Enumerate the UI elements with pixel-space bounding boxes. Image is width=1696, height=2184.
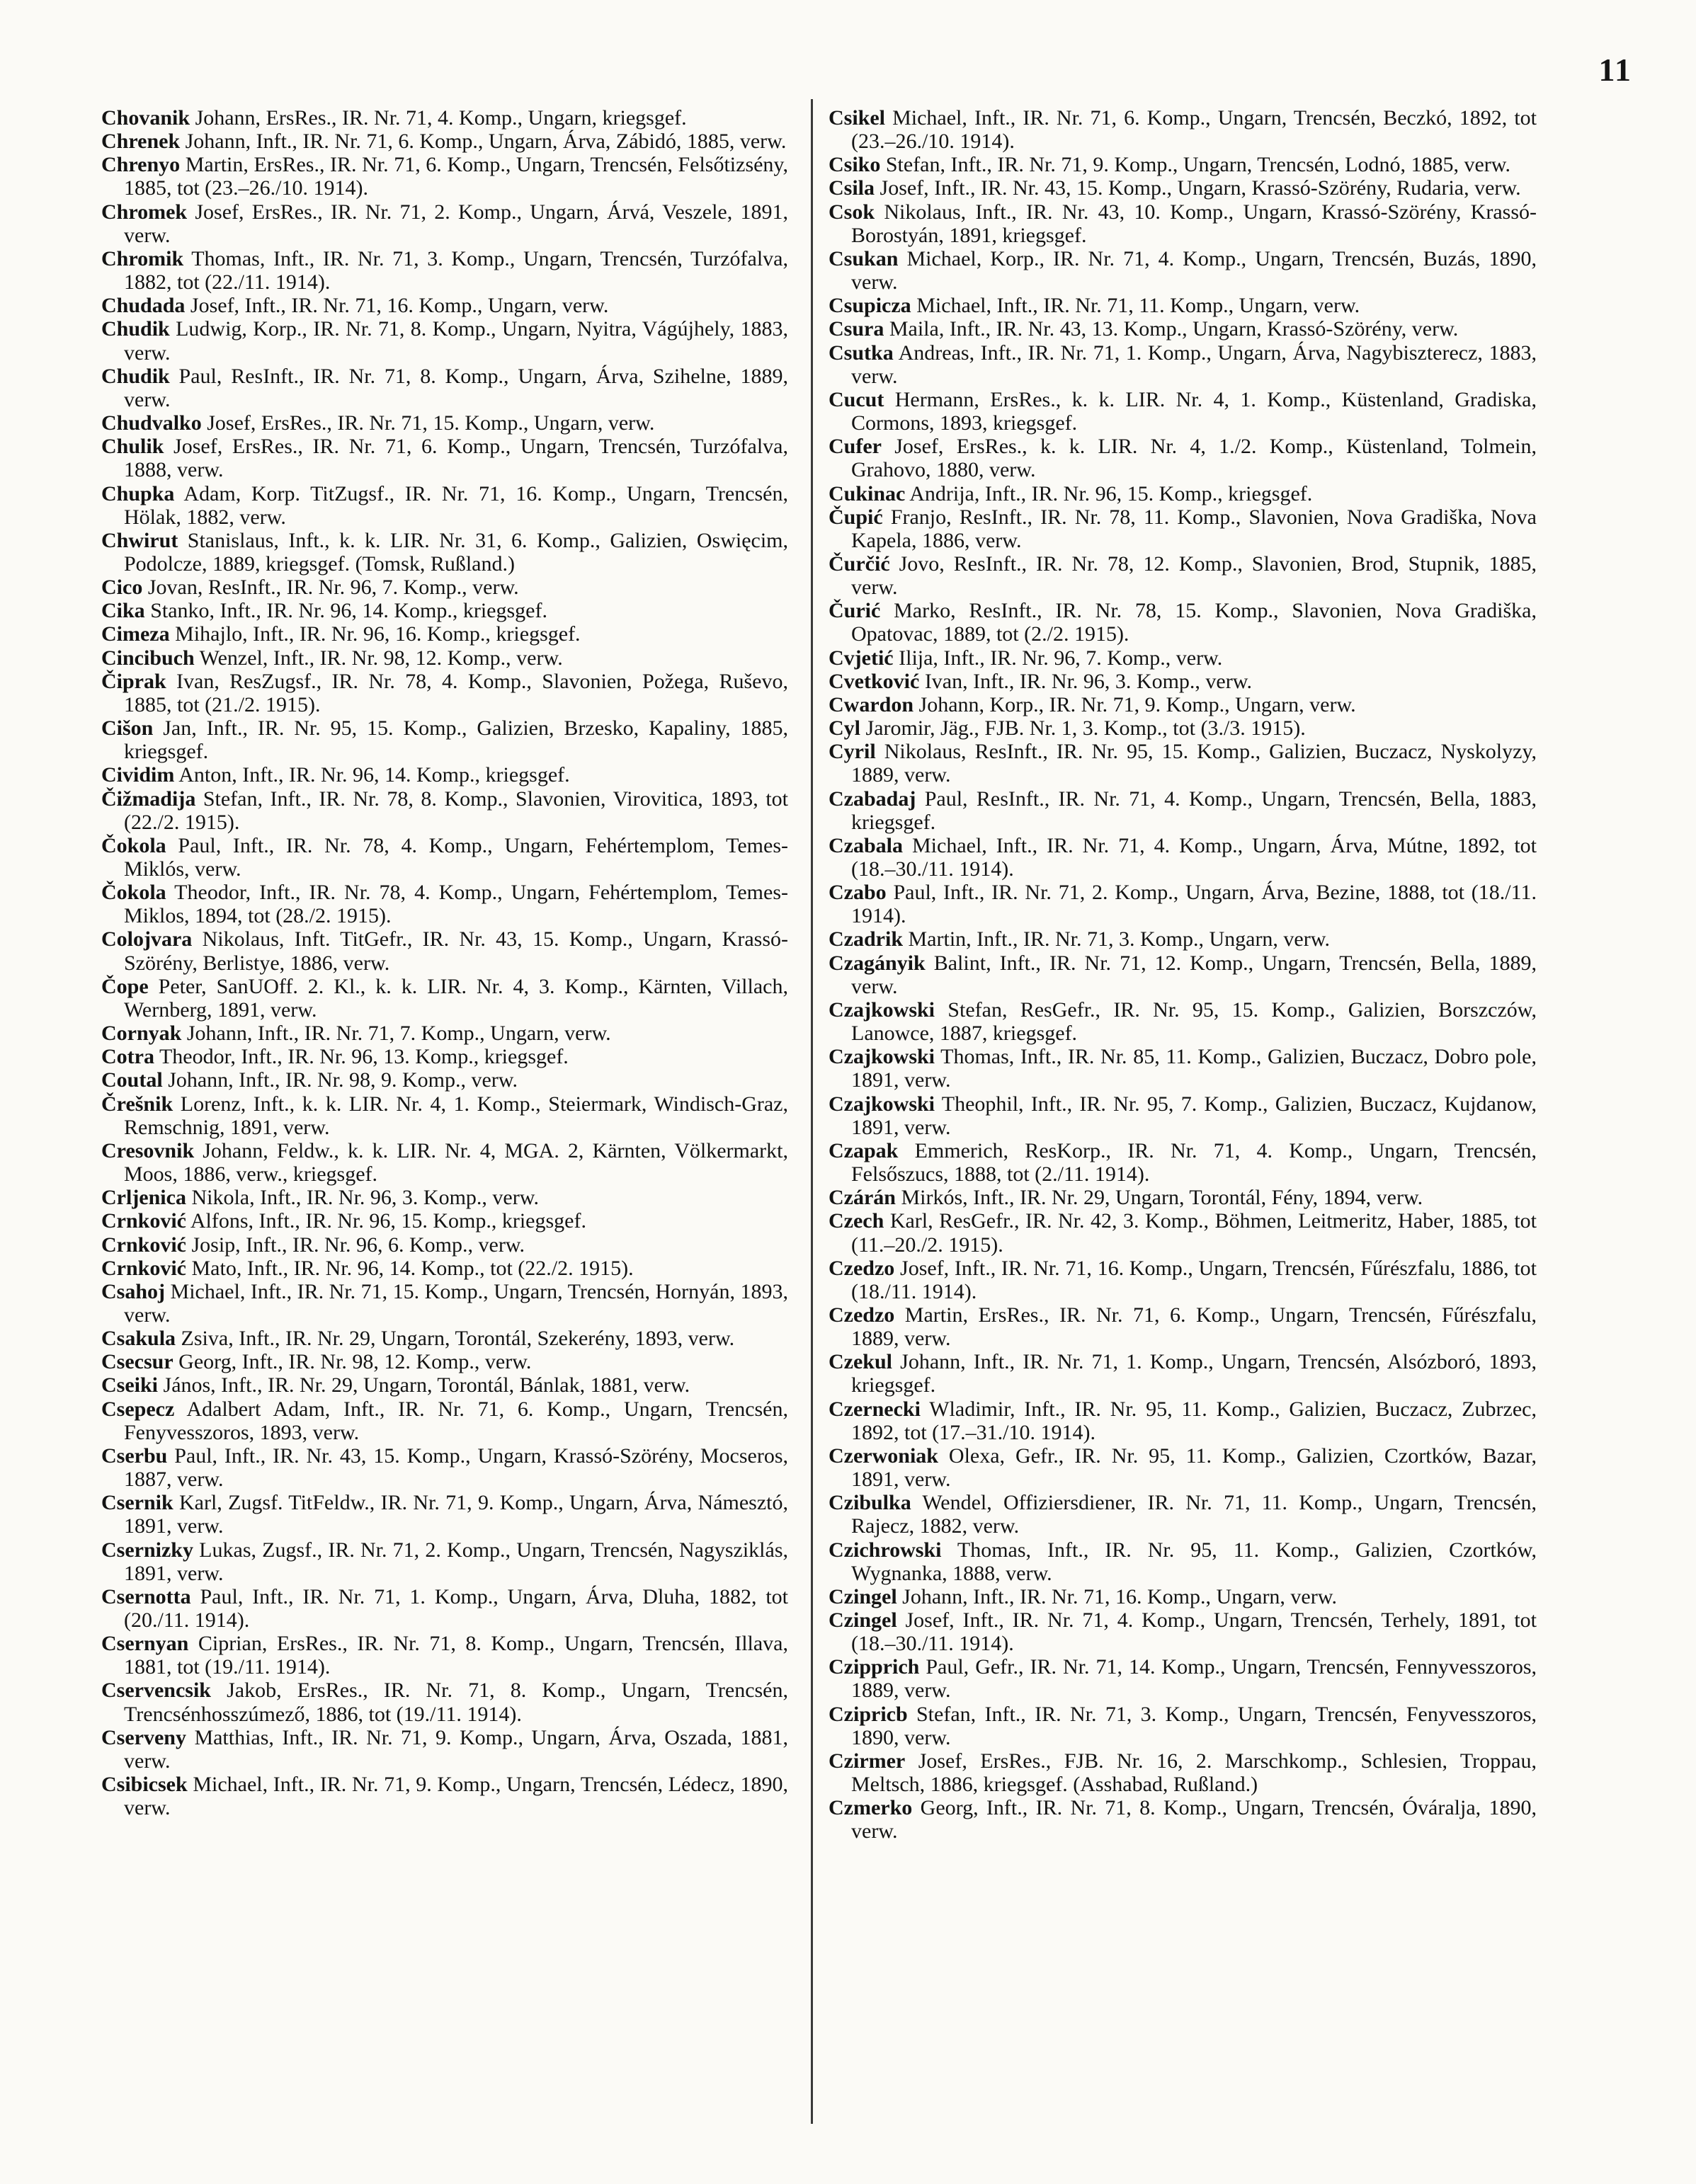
list-entry (101, 153, 788, 200)
list-entry (829, 341, 1537, 388)
entry-surname: Coutal (101, 1068, 163, 1092)
entry-details: Hermann, ErsRes., k. k. LIR. Nr. 4, 1. Komp., Küstenland, Gradiska, Cormons, 1893, kriegsgef. (851, 387, 1537, 435)
entry-surname: Csahoj (101, 1279, 166, 1303)
entry-details: Nikolaus, Inft., IR. Nr. 43, 10. Komp., Ungarn, Krassó-Szörény, Krassó-Borostyán, 1891, kriegsgef. (851, 200, 1537, 247)
entry-surname: Crljenica (101, 1186, 186, 1210)
entry-surname: Czerwoniak (829, 1443, 938, 1468)
entry-surname: Cika (101, 599, 145, 623)
entry-details: Ciprian, ErsRes., IR. Nr. 71, 8. Komp., Ungarn, Trencsén, Illava, 1881, tot (19./11. 1914). (124, 1632, 788, 1679)
entry-surname: Chudik (101, 317, 170, 341)
entry-surname: Csok (829, 200, 875, 224)
entry-surname: Csutka (829, 341, 894, 365)
entry-details: Paul, Inft., IR. Nr. 71, 1. Komp., Ungarn, Árva, Dluha, 1882, tot (20./11. 1914). (124, 1584, 788, 1632)
list-entry (829, 1444, 1537, 1491)
entry-surname: Cyl (829, 716, 860, 741)
list-entry (829, 1538, 1537, 1585)
entry-details: Theodor, Inft., IR. Nr. 78, 4. Komp., Ungarn, Fehértemplom, Temes-Miklos, 1894, tot (28./2. 1915). (124, 881, 788, 928)
entry-surname: Čupić (829, 505, 883, 529)
list-entry (101, 1139, 788, 1186)
entry-surname: Cufer (829, 435, 882, 459)
entry-details: Stefan, Inft., IR. Nr. 71, 9. Komp., Ungarn, Trencsén, Lodnó, 1885, verw. (880, 153, 1510, 177)
list-entry (101, 1045, 788, 1068)
entry-details: Ludwig, Korp., IR. Nr. 71, 8. Komp., Ungarn, Nyitra, Vágújhely, 1883, verw. (124, 317, 788, 365)
entry-details: Olexa, Gefr., IR. Nr. 95, 11. Komp., Galizien, Czortków, Bazar, 1891, verw. (851, 1443, 1537, 1492)
list-entry (101, 1679, 788, 1725)
entry-surname: Čiprak (101, 669, 166, 693)
entry-surname: Czingel (829, 1584, 897, 1608)
list-entry (101, 106, 788, 130)
entry-surname: Csupicza (829, 294, 911, 318)
list-entry (829, 317, 1537, 341)
list-entry (829, 1303, 1537, 1350)
entry-surname: Csukan (829, 246, 899, 270)
entry-surname: Cornyak (101, 1022, 182, 1046)
entry-details: Josef, ErsRes., FJB. Nr. 16, 2. Marschkomp., Schlesien, Troppau, Meltsch, 1886, kriegsgef. (Asshabad, Rußland.) (851, 1749, 1537, 1797)
entry-details: Nikola, Inft., IR. Nr. 96, 3. Komp., verw. (186, 1186, 539, 1210)
entry-surname: Chupka (101, 481, 175, 505)
list-entry (101, 1444, 788, 1491)
list-entry (829, 1209, 1537, 1256)
entry-details: Andreas, Inft., IR. Nr. 71, 1. Komp., Ungarn, Árva, Nagybiszterecz, 1883, verw. (851, 341, 1537, 388)
entry-details: Ilija, Inft., IR. Nr. 96, 7. Komp., verw. (893, 646, 1223, 670)
entry-surname: Czapak (829, 1138, 899, 1162)
list-entry (101, 1726, 788, 1773)
entry-surname: Csibicsek (101, 1773, 188, 1797)
entry-surname: Czabo (829, 881, 887, 905)
entry-surname: Cseiki (101, 1373, 159, 1397)
entry-surname: Chrenyo (101, 153, 181, 177)
entry-surname: Cucut (829, 387, 884, 411)
entry-surname: Crnković (101, 1209, 186, 1233)
entry-surname: Czipprich (829, 1655, 920, 1679)
entry-surname: Čurić (829, 599, 881, 623)
entry-details: Josef, ErsRes., IR. Nr. 71, 15. Komp., Ungarn, verw. (201, 411, 655, 435)
list-entry (101, 670, 788, 716)
list-entry (101, 927, 788, 974)
entry-details: Josef, ErsRes., IR. Nr. 71, 2. Komp., Ungarn, Árvá, Veszele, 1891, verw. (124, 200, 788, 247)
list-entry (101, 435, 788, 481)
entry-details: Peter, SanUOff. 2. Kl., k. k. LIR. Nr. 4, 3. Komp., Kärnten, Villach, Wernberg, 1891, verw. (124, 974, 788, 1022)
entry-details: Johann, Inft., IR. Nr. 71, 7. Komp., Ungarn, verw. (181, 1022, 611, 1046)
list-entry (101, 365, 788, 411)
list-entry (101, 834, 788, 881)
entry-surname: Cimeza (101, 622, 170, 646)
list-entry (829, 716, 1537, 740)
entry-surname: Chudvalko (101, 411, 202, 435)
page-number: 11 (1598, 52, 1632, 88)
entry-details: Johann, Inft., IR. Nr. 98, 9. Komp., verw. (162, 1068, 518, 1092)
entry-details: Ivan, Inft., IR. Nr. 96, 3. Komp., verw. (919, 669, 1252, 693)
list-entry (829, 1092, 1537, 1139)
entry-details: Jovan, ResInft., IR. Nr. 96, 7. Komp., verw. (142, 576, 519, 600)
entry-surname: Csura (829, 317, 884, 341)
entry-details: Mato, Inft., IR. Nr. 96, 14. Komp., tot (22./2. 1915). (186, 1256, 634, 1280)
entry-details: Stanislaus, Inft., k. k. LIR. Nr. 31, 6. Komp., Galizien, Oswięcim, Podolcze, 1889, kriegsgef. (Tomsk, Rußland.) (124, 528, 788, 576)
list-entry (101, 529, 788, 576)
entry-surname: Csepecz (101, 1397, 175, 1421)
list-entry (101, 1773, 788, 1819)
entry-surname: Czedzo (829, 1256, 895, 1280)
list-entry (829, 881, 1537, 927)
entry-surname: Cserbu (101, 1443, 168, 1468)
list-entry (101, 1538, 788, 1585)
left-column (101, 106, 788, 1819)
entry-details: Paul, Inft., IR. Nr. 71, 2. Komp., Ungarn, Árva, Bezine, 1888, tot (18./11. 1914). (851, 881, 1537, 928)
entry-surname: Csernik (101, 1491, 173, 1515)
entry-details: Lorenz, Inft., k. k. LIR. Nr. 4, 1. Komp., Steiermark, Windisch-Graz, Remschnig, 1891, verw. (124, 1092, 788, 1139)
list-entry (829, 646, 1537, 670)
list-entry (101, 294, 788, 317)
list-entry (101, 1257, 788, 1280)
entry-surname: Czedzo (829, 1303, 895, 1327)
entry-surname: Cyril (829, 740, 876, 764)
list-entry (829, 1749, 1537, 1796)
entry-surname: Čokola (101, 881, 166, 905)
entry-details: Josef, Inft., IR. Nr. 71, 16. Komp., Ungarn, verw. (185, 294, 609, 318)
list-entry (101, 576, 788, 599)
entry-surname: Csila (829, 176, 875, 200)
entry-details: János, Inft., IR. Nr. 29, Ungarn, Torontál, Bánlak, 1881, verw. (158, 1373, 690, 1397)
entry-details: Martin, ErsRes., IR. Nr. 71, 6. Komp., Ungarn, Trencsén, Felsőtizsény, 1885, tot (23.–26./10. 1914). (124, 153, 788, 200)
entry-surname: Cresovnik (101, 1138, 195, 1162)
entry-surname: Czekul (829, 1350, 892, 1374)
entry-details: Karl, Zugsf. TitFeldw., IR. Nr. 71, 9. Komp., Ungarn, Árva, Námesztó, 1891, verw. (124, 1491, 788, 1538)
entry-details: Theodor, Inft., IR. Nr. 96, 13. Komp., kriegsgef. (154, 1045, 569, 1069)
entry-details: Johann, ErsRes., IR. Nr. 71, 4. Komp., Ungarn, kriegsgef. (190, 106, 687, 130)
entry-surname: Csernotta (101, 1584, 191, 1608)
entry-surname: Csikel (829, 106, 886, 130)
entry-surname: Csakula (101, 1327, 176, 1351)
list-entry (101, 1632, 788, 1679)
list-entry (101, 599, 788, 622)
entry-details: Jakob, ErsRes., IR. Nr. 71, 8. Komp., Ungarn, Trencsén, Trencsénhosszúmező, 1886, tot (19./11. 1914). (124, 1679, 788, 1726)
list-entry (829, 106, 1537, 153)
entry-surname: Cico (101, 576, 143, 600)
list-entry (101, 763, 788, 787)
entry-surname: Czernecki (829, 1397, 921, 1421)
list-entry (829, 1585, 1537, 1608)
entry-surname: Czárán (829, 1186, 896, 1210)
entry-surname: Cincibuch (101, 646, 195, 670)
entry-surname: Chromik (101, 246, 184, 270)
entry-details: Thomas, Inft., IR. Nr. 71, 3. Komp., Ungarn, Trencsén, Turzófalva, 1882, tot (22./11. 1914). (124, 246, 788, 295)
list-entry (829, 951, 1537, 998)
list-entry (101, 1585, 788, 1632)
entry-surname: Crnković (101, 1256, 186, 1280)
entry-surname: Crnković (101, 1233, 186, 1257)
entry-details: Karl, ResGefr., IR. Nr. 42, 3. Komp., Böhmen, Leitmeritz, Haber, 1885, tot (11.–20./2. 1915). (851, 1209, 1537, 1257)
list-entry (829, 787, 1537, 834)
entry-details: Josef, Inft., IR. Nr. 71, 16. Komp., Ungarn, Trencsén, Fűrészfalu, 1886, tot (18./11. 1914). (851, 1256, 1537, 1303)
entry-details: Adam, Korp. TitZugsf., IR. Nr. 71, 16. Komp., Ungarn, Trencsén, Hölak, 1882, verw. (124, 481, 788, 529)
entry-surname: Chromek (101, 200, 188, 224)
list-entry (101, 1233, 788, 1257)
entry-details: Theophil, Inft., IR. Nr. 95, 7. Komp., Galizien, Buczacz, Kujdanow, 1891, verw. (851, 1092, 1537, 1139)
entry-details: Martin, Inft., IR. Nr. 71, 3. Komp., Ungarn, verw. (903, 927, 1330, 951)
entry-details: Stefan, Inft., IR. Nr. 71, 3. Komp., Ungarn, Trencsén, Fenyvesszoros, 1890, verw. (851, 1702, 1537, 1749)
entry-details: Michael, Inft., IR. Nr. 71, 9. Komp., Ungarn, Trencsén, Lédecz, 1890, verw. (124, 1773, 788, 1820)
list-entry (101, 787, 788, 834)
entry-details: Stefan, Inft., IR. Nr. 78, 8. Komp., Slavonien, Virovitica, 1893, tot (22./2. 1915). (124, 787, 788, 834)
entry-details: Paul, ResInft., IR. Nr. 71, 4. Komp., Ungarn, Trencsén, Bella, 1883, kriegsgef. (851, 787, 1537, 834)
list-entry (101, 646, 788, 670)
entry-details: Franjo, ResInft., IR. Nr. 78, 11. Komp., Slavonien, Nova Gradiška, Nova Kapela, 1886, verw. (851, 505, 1537, 552)
entry-details: Johann, Inft., IR. Nr. 71, 6. Komp., Ungarn, Árva, Zábidó, 1885, verw. (180, 130, 787, 154)
entry-details: Matthias, Inft., IR. Nr. 71, 9. Komp., Ungarn, Árva, Oszada, 1881, verw. (124, 1725, 788, 1773)
entry-surname: Czibulka (829, 1491, 911, 1515)
entry-details: Nikolaus, ResInft., IR. Nr. 95, 15. Komp., Galizien, Buczacz, Nyskolyzy, 1889, verw. (851, 740, 1537, 787)
entry-details: Michael, Inft., IR. Nr. 71, 11. Komp., Ungarn, verw. (911, 294, 1360, 318)
list-entry (101, 1397, 788, 1444)
entry-details: Georg, Inft., IR. Nr. 98, 12. Komp., verw. (173, 1350, 532, 1374)
entry-surname: Chovanik (101, 106, 190, 130)
entry-details: Josef, Inft., IR. Nr. 43, 15. Komp., Ungarn, Krassó-Szörény, Rudaria, verw. (875, 176, 1521, 200)
list-entry (101, 130, 788, 153)
entry-surname: Čižmadija (101, 787, 196, 811)
list-entry (829, 1608, 1537, 1655)
entry-details: Balint, Inft., IR. Nr. 71, 12. Komp., Ungarn, Trencsén, Bella, 1889, verw. (851, 951, 1537, 998)
list-entry (829, 435, 1537, 481)
entry-surname: Cvjetić (829, 646, 894, 670)
entry-details: Josef, ErsRes., IR. Nr. 71, 6. Komp., Ungarn, Trencsén, Turzófalva, 1888, verw. (124, 435, 788, 482)
list-entry (829, 740, 1537, 787)
entry-surname: Czech (829, 1209, 884, 1233)
entry-details: Jaromir, Jäg., FJB. Nr. 1, 3. Komp., tot (3./3. 1915). (860, 716, 1306, 741)
list-entry (829, 294, 1537, 317)
entry-details: Anton, Inft., IR. Nr. 96, 14. Komp., kriegsgef. (174, 763, 570, 787)
list-entry (829, 927, 1537, 951)
entry-surname: Cwardon (829, 692, 914, 716)
entry-surname: Czajkowski (829, 997, 935, 1022)
right-column (829, 106, 1537, 1843)
entry-details: Mihajlo, Inft., IR. Nr. 96, 16. Komp., kriegsgef. (169, 622, 581, 646)
entry-details: Ivan, ResZugsf., IR. Nr. 78, 4. Komp., Slavonien, Požega, Ruševo, 1885, tot (21./2. 1915). (124, 669, 788, 716)
list-entry (829, 1491, 1537, 1538)
entry-surname: Čurčić (829, 551, 890, 576)
list-entry (101, 622, 788, 646)
entry-surname: Czmerko (829, 1796, 913, 1820)
entry-surname: Chrenek (101, 130, 181, 154)
list-entry (829, 1257, 1537, 1303)
entry-details: Josip, Inft., IR. Nr. 96, 6. Komp., verw. (186, 1233, 525, 1257)
list-entry (101, 1373, 788, 1397)
entry-details: Thomas, Inft., IR. Nr. 95, 11. Komp., Galizien, Czortków, Wygnanka, 1888, verw. (851, 1538, 1537, 1585)
entry-details: Johann, Inft., IR. Nr. 71, 1. Komp., Ungarn, Trencsén, Alsózboró, 1893, kriegsgef. (851, 1350, 1537, 1397)
list-entry (101, 1068, 788, 1092)
entry-details: Alfons, Inft., IR. Nr. 96, 15. Komp., kriegsgef. (186, 1209, 586, 1233)
entry-details: Nikolaus, Inft. TitGefr., IR. Nr. 43, 15. Komp., Ungarn, Krassó-Szörény, Berlistye, 1886, verw. (124, 927, 788, 975)
list-entry (829, 998, 1537, 1045)
entry-surname: Chwirut (101, 528, 178, 552)
entry-details: Michael, Inft., IR. Nr. 71, 6. Komp., Ungarn, Trencsén, Beczkó, 1892, tot (23.–26./10. 1914). (851, 106, 1537, 154)
list-entry (101, 1491, 788, 1538)
entry-details: Stefan, ResGefr., IR. Nr. 95, 15. Komp., Galizien, Borszczów, Lanowce, 1887, kriegsgef. (851, 997, 1537, 1046)
entry-surname: Czadrik (829, 927, 903, 951)
entry-details: Maila, Inft., IR. Nr. 43, 13. Komp., Ungarn, Krassó-Szörény, verw. (884, 317, 1459, 341)
list-entry (101, 200, 788, 247)
list-entry (101, 482, 788, 529)
list-entry (101, 1092, 788, 1139)
list-entry (829, 1703, 1537, 1749)
list-entry (101, 975, 788, 1022)
list-entry (829, 552, 1537, 599)
list-entry (829, 1045, 1537, 1092)
entry-surname: Czajkowski (829, 1092, 935, 1116)
list-entry (829, 599, 1537, 646)
entry-details: Johann, Inft., IR. Nr. 71, 16. Komp., Ungarn, verw. (897, 1584, 1337, 1608)
entry-details: Marko, ResInft., IR. Nr. 78, 15. Komp., Slavonien, Nova Gradiška, Opatovac, 1889, tot (2./2. 1915). (851, 599, 1537, 646)
entry-surname: Czagányik (829, 951, 926, 975)
list-entry (829, 482, 1537, 505)
entry-surname: Czingel (829, 1608, 897, 1632)
entry-surname: Csiko (829, 153, 881, 177)
list-entry (829, 1397, 1537, 1444)
list-entry (829, 1655, 1537, 1702)
entry-details: Paul, Inft., IR. Nr. 78, 4. Komp., Ungarn, Fehértemplom, Temes-Miklós, verw. (124, 833, 788, 881)
entry-details: Lukas, Zugsf., IR. Nr. 71, 2. Komp., Ungarn, Trencsén, Nagysziklás, 1891, verw. (124, 1538, 788, 1585)
entry-details: Michael, Inft., IR. Nr. 71, 15. Komp., Ungarn, Trencsén, Hornyán, 1893, verw. (124, 1279, 788, 1327)
list-entry (829, 1186, 1537, 1209)
entry-surname: Czabala (829, 833, 903, 857)
entry-surname: Czirmer (829, 1749, 906, 1773)
entry-details: Thomas, Inft., IR. Nr. 85, 11. Komp., Galizien, Buczacz, Dobro pole, 1891, verw. (851, 1045, 1537, 1092)
list-entry (101, 1350, 788, 1373)
list-entry (101, 1022, 788, 1045)
entry-surname: Czajkowski (829, 1045, 935, 1069)
entry-surname: Csernizky (101, 1538, 193, 1562)
list-entry (101, 411, 788, 435)
entry-details: Paul, Gefr., IR. Nr. 71, 14. Komp., Ungarn, Trencsén, Fennyvesszoros, 1889, verw. (851, 1655, 1537, 1703)
entry-surname: Cividim (101, 763, 175, 787)
entry-details: Jan, Inft., IR. Nr. 95, 15. Komp., Galizien, Brzesko, Kapaliny, 1885, kriegsgef. (124, 716, 788, 764)
entry-details: Michael, Inft., IR. Nr. 71, 4. Komp., Ungarn, Árva, Mútne, 1892, tot (18.–30./11. 1914). (851, 833, 1537, 881)
list-entry (101, 317, 788, 364)
entry-details: Wenzel, Inft., IR. Nr. 98, 12. Komp., verw. (194, 646, 563, 670)
list-entry (829, 247, 1537, 294)
entry-details: Johann, Korp., IR. Nr. 71, 9. Komp., Ungarn, verw. (914, 692, 1356, 716)
entry-surname: Cukinac (829, 481, 906, 505)
entry-details: Zsiva, Inft., IR. Nr. 29, Ungarn, Torontál, Szekerény, 1893, verw. (176, 1327, 735, 1351)
entry-surname: Čope (101, 974, 149, 998)
entry-surname: Colojvara (101, 927, 193, 951)
list-entry (829, 1796, 1537, 1843)
entry-surname: Čokola (101, 833, 166, 857)
list-entry (101, 247, 788, 294)
entry-surname: Csecsur (101, 1350, 173, 1374)
entry-details: Johann, Feldw., k. k. LIR. Nr. 4, MGA. 2, Kärnten, Völkermarkt, Moos, 1886, verw., kriegsgef. (124, 1138, 788, 1187)
entry-surname: Czipricb (829, 1702, 908, 1726)
entry-surname: Cvetković (829, 669, 920, 693)
entry-surname: Cservencsik (101, 1679, 211, 1703)
entry-surname: Czabadaj (829, 787, 916, 811)
entry-details: Wendel, Offiziersdiener, IR. Nr. 71, 11. Komp., Ungarn, Trencsén, Rajecz, 1882, verw. (851, 1491, 1537, 1538)
list-entry (829, 176, 1537, 200)
entry-details: Martin, ErsRes., IR. Nr. 71, 6. Komp., Ungarn, Trencsén, Fűrészfalu, 1889, verw. (851, 1303, 1537, 1351)
entry-surname: Črešnik (101, 1092, 173, 1116)
entry-details: Stanko, Inft., IR. Nr. 96, 14. Komp., kriegsgef. (144, 599, 547, 623)
entry-details: Wladimir, Inft., IR. Nr. 95, 11. Komp., Galizien, Buczacz, Zubrzec, 1892, tot (17.–31./10. 1914). (851, 1397, 1537, 1444)
entry-surname: Csernyan (101, 1632, 189, 1656)
entry-details: Andrija, Inft., IR. Nr. 96, 15. Komp., kriegsgef. (905, 481, 1313, 505)
entry-surname: Cserveny (101, 1725, 186, 1749)
entry-details: Josef, ErsRes., k. k. LIR. Nr. 4, 1./2. Komp., Küstenland, Tolmein, Grahovo, 1880, verw. (851, 435, 1537, 482)
entry-details: Michael, Korp., IR. Nr. 71, 4. Komp., Ungarn, Trencsén, Buzás, 1890, verw. (851, 246, 1537, 295)
list-entry (101, 1186, 788, 1209)
list-entry (829, 153, 1537, 176)
entry-surname: Cišon (101, 716, 154, 741)
entry-surname: Chudik (101, 364, 170, 388)
list-entry (829, 1350, 1537, 1397)
list-entry (101, 1327, 788, 1350)
list-entry (829, 670, 1537, 693)
entry-details: Paul, Inft., IR. Nr. 43, 15. Komp., Ungarn, Krassó-Szörény, Mocseros, 1887, verw. (124, 1443, 788, 1492)
column-divider (811, 99, 813, 2124)
list-entry (829, 1139, 1537, 1186)
list-entry (829, 388, 1537, 435)
entry-details: Mirkós, Inft., IR. Nr. 29, Ungarn, Torontál, Fény, 1894, verw. (895, 1186, 1423, 1210)
list-entry (101, 1209, 788, 1233)
entry-surname: Czichrowski (829, 1538, 942, 1562)
list-entry (829, 834, 1537, 881)
list-entry (101, 716, 788, 763)
entry-surname: Chudada (101, 294, 186, 318)
entry-details: Jovo, ResInft., IR. Nr. 78, 12. Komp., Slavonien, Brod, Stupnik, 1885, verw. (851, 551, 1537, 600)
entry-surname: Cotra (101, 1045, 154, 1069)
entry-surname: Chulik (101, 435, 164, 459)
list-entry (829, 200, 1537, 247)
entry-details: Adalbert Adam, Inft., IR. Nr. 71, 6. Komp., Ungarn, Trencsén, Fenyvesszoros, 1893, verw. (124, 1397, 788, 1444)
entry-details: Paul, ResInft., IR. Nr. 71, 8. Komp., Ungarn, Árva, Szihelne, 1889, verw. (124, 364, 788, 411)
list-entry (101, 881, 788, 927)
list-entry (101, 1280, 788, 1327)
entry-details: Georg, Inft., IR. Nr. 71, 8. Komp., Ungarn, Trencsén, Óváralja, 1890, verw. (851, 1796, 1537, 1843)
list-entry (829, 693, 1537, 716)
entry-details: Emmerich, ResKorp., IR. Nr. 71, 4. Komp., Ungarn, Trencsén, Felsőszucs, 1888, tot (2./11. 1914). (851, 1138, 1537, 1187)
entry-details: Josef, Inft., IR. Nr. 71, 4. Komp., Ungarn, Trencsén, Terhely, 1891, tot (18.–30./11. 1914). (851, 1608, 1537, 1656)
list-entry (829, 505, 1537, 552)
